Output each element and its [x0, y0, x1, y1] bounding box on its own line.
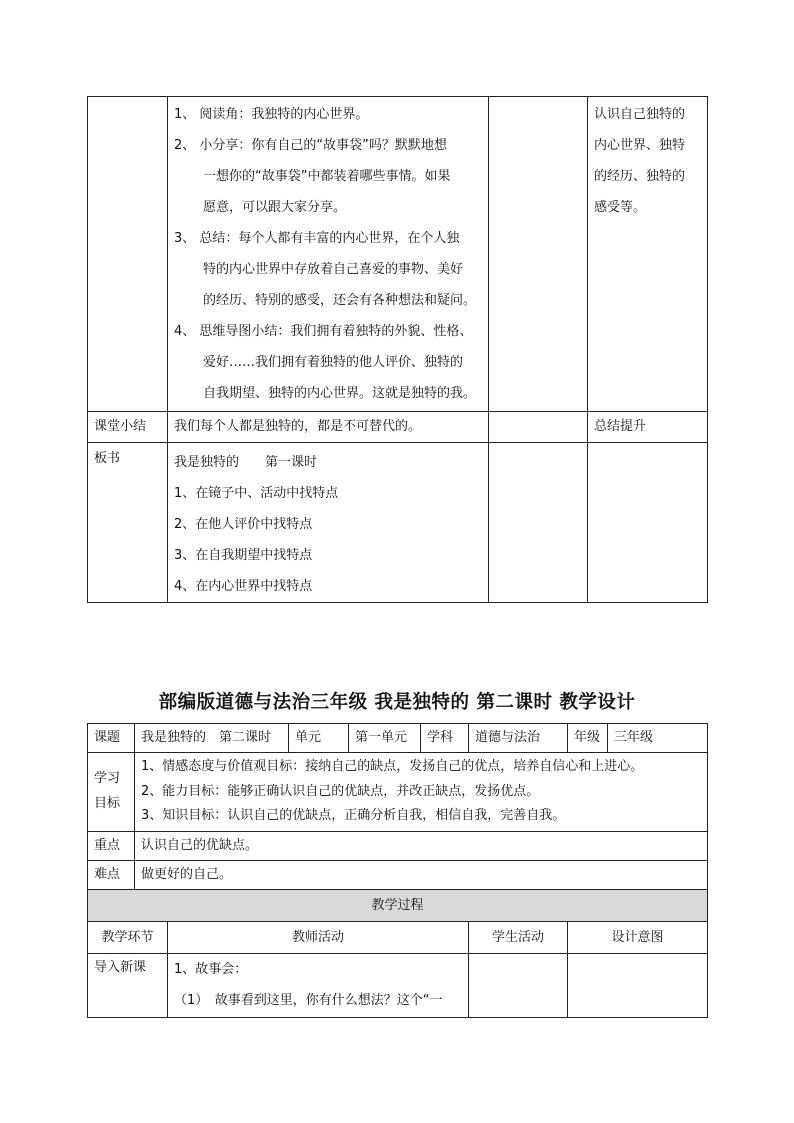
- empty-cell: [489, 412, 588, 443]
- board-line: 4、在内心世界中找特点: [174, 579, 313, 594]
- goals-content: [135, 753, 708, 832]
- board-line: 1、在镜子中、活动中找特点: [174, 486, 339, 501]
- empty-cell: [489, 443, 588, 603]
- activity-row: [88, 97, 708, 412]
- column-header: 教师活动: [168, 921, 469, 953]
- intro-line: 1、故事会：: [174, 961, 248, 977]
- goal-line: 2、能力目标：能够正确认识自己的优缺点，并改正缺点，发扬优点。: [141, 783, 540, 799]
- intent-line: 感受等。: [594, 200, 647, 215]
- goals-label: 学习 目标: [88, 753, 135, 832]
- difficulty-value: 做更好的自己。: [135, 860, 708, 889]
- board-row: [88, 443, 708, 603]
- key-point-row: [88, 831, 708, 860]
- topic-label: 课题: [88, 724, 135, 753]
- board-label: 板书: [88, 443, 168, 603]
- key-value: 认识自己的优缺点。: [135, 831, 708, 860]
- design-intent-cell: [588, 97, 708, 412]
- summary-row: [88, 412, 708, 443]
- board-line: 2、在他人评价中找特点: [174, 517, 313, 532]
- unit-label: 单元: [289, 724, 349, 753]
- summary-text: 我们每个人都是独特的，都是不可替代的。: [168, 412, 489, 443]
- board-content: [168, 443, 489, 603]
- intro-content: [168, 953, 469, 1017]
- intent-line: 认识自己独特的: [594, 107, 686, 122]
- column-header: 学生活动: [469, 921, 568, 953]
- grade-label: 年级: [568, 724, 608, 753]
- empty-cell: [568, 953, 708, 1017]
- info-row: [88, 724, 708, 753]
- activity-4-cont: 爱好……我们拥有着独特的他人评价、独特的: [203, 355, 464, 370]
- board-line: 3、在自我期望中找特点: [174, 548, 313, 563]
- intent-line: 的经历、独特的: [594, 169, 686, 184]
- process-header: 教学过程: [88, 889, 708, 921]
- topic-value: 我是独特的 第二课时: [135, 724, 289, 753]
- empty-cell: [469, 953, 568, 1017]
- intent-line: 内心世界、独特: [594, 138, 686, 153]
- key-label: 重点: [88, 831, 135, 860]
- lesson-design-table: [87, 723, 708, 1018]
- intro-row: [88, 953, 708, 1017]
- goals-row: [88, 753, 708, 832]
- document-title: 部编版道德与法治三年级 我是独特的 第二课时 教学设计: [158, 692, 636, 713]
- subject-label: 学科: [421, 724, 469, 753]
- board-line: 我是独特的 第一课时: [174, 455, 318, 470]
- subject-value: 道德与法治: [469, 724, 568, 753]
- activity-4: 4、 思维导图小结：我们拥有着独特的外貌、性格、: [174, 324, 473, 339]
- summary-intent: 总结提升: [588, 412, 708, 443]
- process-header-row: [88, 889, 708, 921]
- column-header: 教学环节: [88, 921, 168, 953]
- activity-3: 3、 总结：每个人都有丰富的内心世界，在个人独: [174, 231, 460, 246]
- activity-2-cont: 愿意，可以跟大家分享。: [203, 200, 347, 215]
- empty-cell: [588, 443, 708, 603]
- activity-2-cont: 一想你的“故事袋”中都装着哪些事情。如果: [203, 169, 451, 184]
- activity-4-cont: 自我期望、独特的内心世界。这就是独特的我。: [203, 386, 477, 401]
- intro-line: （1） 故事看到这里，你有什么想法？这个“一: [174, 992, 443, 1008]
- activity-1: 1、 阅读角：我独特的内心世界。: [174, 107, 369, 122]
- column-header-row: [88, 921, 708, 953]
- difficulty-row: [88, 860, 708, 889]
- student-activity-cell: [489, 97, 588, 412]
- activity-2: 2、 小分享：你有自己的“故事袋”吗？默默地想: [174, 138, 447, 153]
- unit-value: 第一单元: [349, 724, 421, 753]
- intro-label: 导入新课: [88, 953, 168, 1017]
- summary-label: 课堂小结: [88, 412, 168, 443]
- column-header: 设计意图: [568, 921, 708, 953]
- empty-cell: [88, 97, 168, 412]
- goal-line: 1、情感态度与价值观目标：接纳自己的缺点，发扬自己的优点，培养自信心和上进心。: [141, 759, 644, 774]
- activity-3-cont: 特的内心世界中存放着自己喜爱的事物、美好: [203, 262, 464, 277]
- difficulty-label: 难点: [88, 860, 135, 889]
- lesson-continuation-table: [87, 96, 708, 603]
- activity-3-cont: 的经历、特别的感受，还会有各种想法和疑问。: [203, 293, 477, 308]
- teacher-activity-cell: [168, 97, 489, 412]
- grade-value: 三年级: [608, 724, 708, 753]
- goal-line: 3、知识目标：认识自己的优缺点，正确分析自我，相信自我，完善自我。: [141, 808, 566, 823]
